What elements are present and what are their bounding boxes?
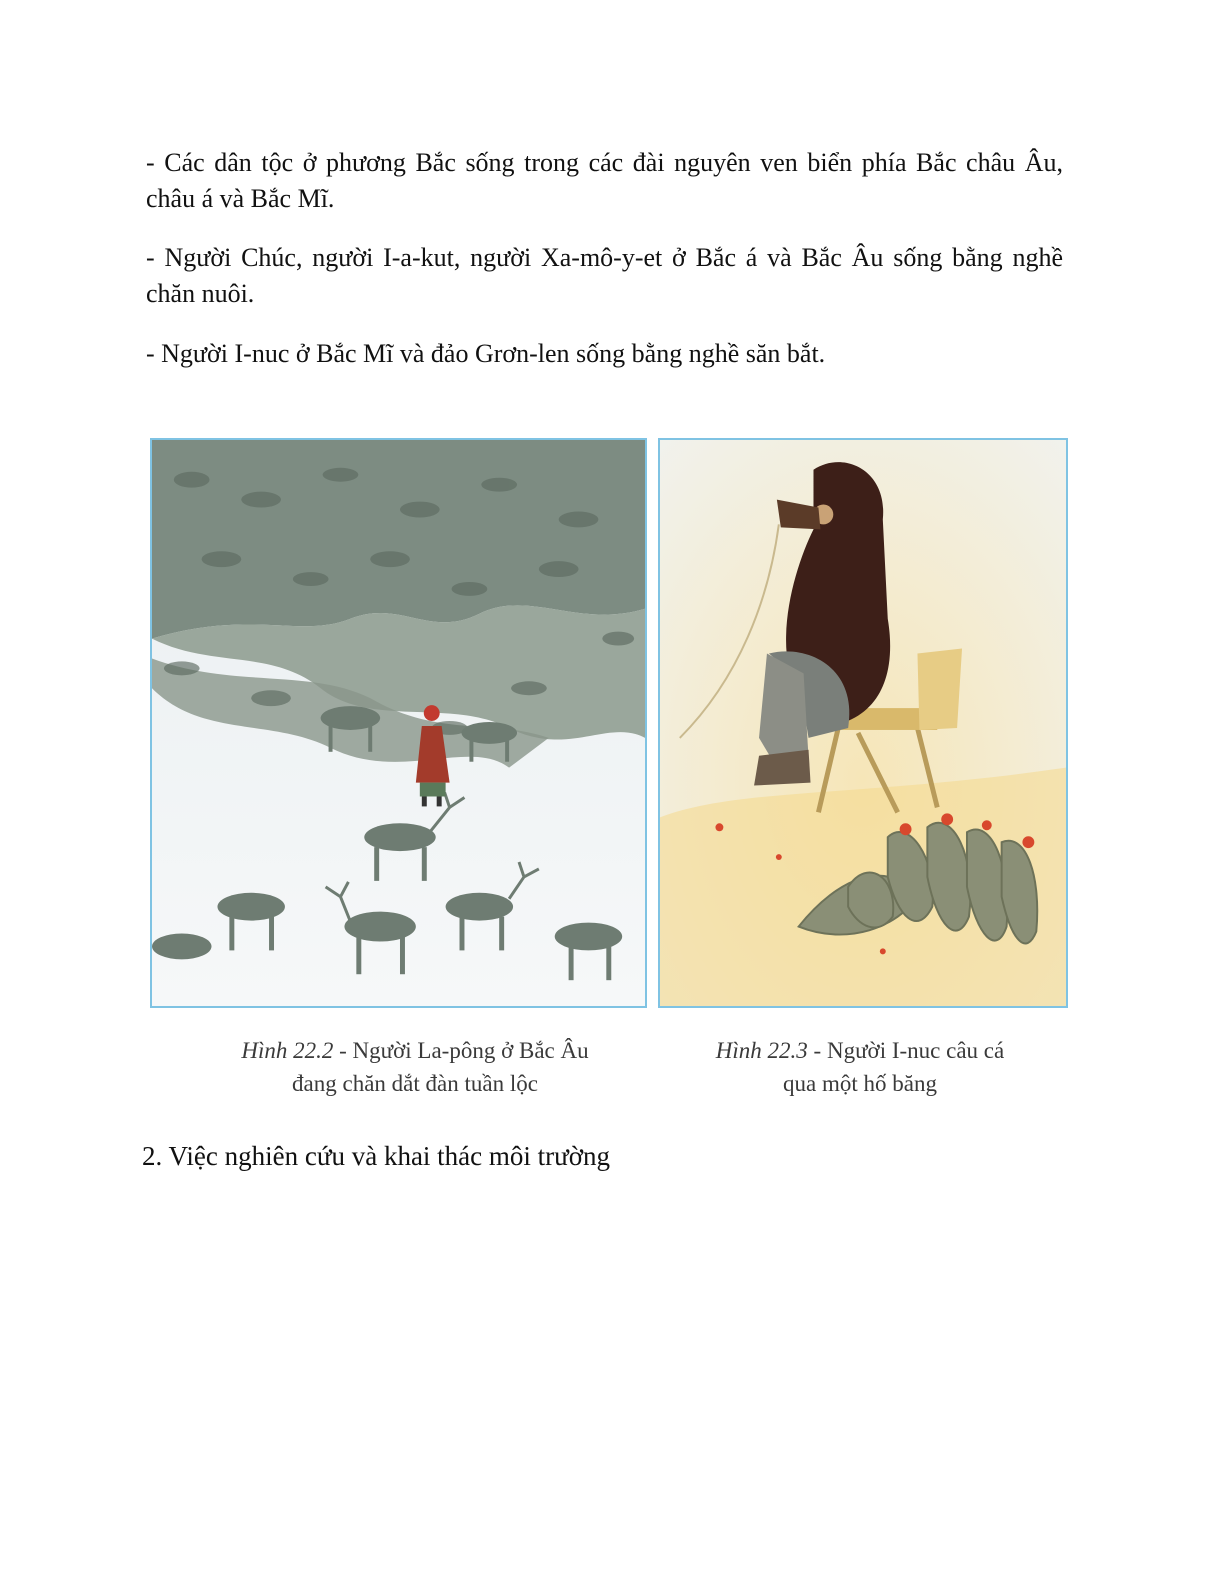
ice-fishing-photo (658, 438, 1068, 1008)
ice-fishing-illustration (660, 440, 1066, 1006)
figure-caption-text: qua một hố băng (783, 1071, 937, 1096)
reindeer-herd-photo (150, 438, 647, 1008)
figure-caption-text: - Người La-pông ở Bắc Âu (333, 1038, 589, 1063)
figure-caption-22-3 (680, 1034, 1040, 1100)
paragraph-peoples: - Các dân tộc ở phương Bắc sống trong các đài nguyên ven biển phía Bắc châu Âu, châu á và Bắc Mĩ. (146, 148, 1063, 213)
figure-label: Hình 22.3 (715, 1038, 808, 1063)
reindeer-herd-illustration (152, 440, 645, 1006)
figure-caption-22-2 (205, 1034, 625, 1100)
section-heading: 2. Việc nghiên cứu và khai thác môi trường (142, 1141, 611, 1171)
paragraph-herding: - Người Chúc, người I-a-kut, người Xa-mô-y-et ở Bắc á và Bắc Âu sống bằng nghề chăn nuôi. (146, 243, 1063, 308)
figure-caption-text: - Người I-nuc câu cá (807, 1038, 1005, 1063)
figure-caption-text: đang chăn dắt đàn tuần lộc (292, 1071, 538, 1096)
figure-label: Hình 22.2 (241, 1038, 334, 1063)
paragraph-hunting: - Người I-nuc ở Bắc Mĩ và đảo Grơn-len sống bằng nghề săn bắt. (146, 339, 826, 368)
